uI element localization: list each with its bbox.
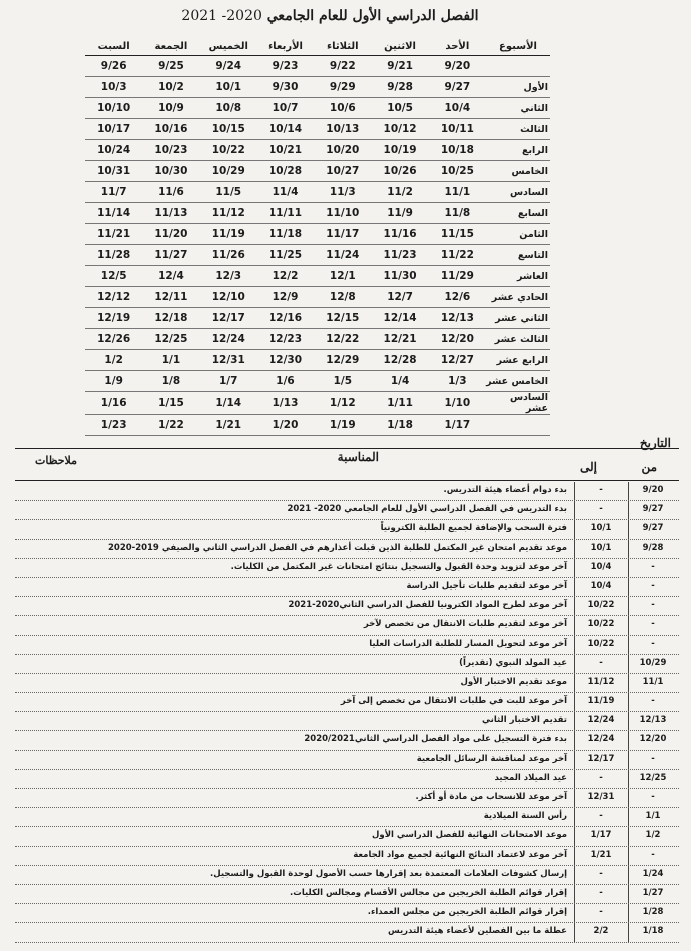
calendar-column-header: الأحد — [429, 38, 486, 56]
event-occasion: آخر موعد لتقديم طلبات الانتقال من تخصص لآخر — [363, 619, 567, 630]
week-label: الثامن — [486, 224, 550, 245]
calendar-date-cell: 1/7 — [200, 371, 257, 392]
calendar-date-cell: 11/6 — [142, 182, 199, 203]
calendar-date-cell: 11/24 — [314, 245, 371, 266]
calendar-date-cell: 12/24 — [200, 329, 257, 350]
calendar-row — [85, 56, 550, 77]
calendar-date-cell: 10/30 — [142, 161, 199, 182]
calendar-date-cell: 10/8 — [200, 98, 257, 119]
calendar-date-cell: 11/8 — [429, 203, 486, 224]
calendar-date-cell: 11/21 — [85, 224, 142, 245]
event-from-date: - — [651, 753, 655, 764]
calendar-date-cell: 11/1 — [429, 182, 486, 203]
calendar-date-cell: 10/26 — [371, 161, 428, 182]
event-from-date: 1/27 — [642, 887, 664, 898]
calendar-date-cell: 1/20 — [257, 415, 314, 436]
calendar-date-cell: 11/11 — [257, 203, 314, 224]
calendar-date-cell: 1/2 — [85, 350, 142, 371]
header-divider-bottom — [15, 480, 679, 481]
calendar-date-cell: 10/17 — [85, 119, 142, 140]
calendar-date-cell: 10/3 — [85, 77, 142, 98]
calendar-date-cell: 10/9 — [142, 98, 199, 119]
event-row — [15, 885, 679, 904]
calendar-date-cell: 11/25 — [257, 245, 314, 266]
calendar-date-cell: 12/5 — [85, 266, 142, 287]
event-to-date: 12/24 — [587, 715, 615, 726]
event-to-date: 10/4 — [590, 580, 612, 591]
event-from-date: - — [651, 638, 655, 649]
event-to-date: - — [599, 657, 603, 668]
calendar-date-cell: 10/4 — [429, 98, 486, 119]
event-row — [15, 789, 679, 808]
calendar-date-cell: 1/5 — [314, 371, 371, 392]
calendar-date-cell: 11/20 — [142, 224, 199, 245]
event-occasion: بدء فترة التسجيل على مواد الفصل الدراسي الثاني2020/2021 — [304, 734, 567, 745]
event-from-date: 9/28 — [642, 542, 664, 553]
calendar-date-cell: 10/2 — [142, 77, 199, 98]
event-from-date: 12/20 — [639, 734, 667, 745]
event-to-date: - — [599, 485, 603, 495]
calendar-date-cell: 12/25 — [142, 329, 199, 350]
event-occasion: إرسال كشوفات العلامات المعتمدة بعد إقرارها حسب الأصول لوحدة القبول والتسجيل. — [210, 868, 567, 879]
calendar-column-header: الاثنين — [371, 38, 428, 56]
calendar-date-cell: 12/14 — [371, 308, 428, 329]
calendar-date-cell: 1/10 — [429, 392, 486, 415]
calendar-date-cell: 11/29 — [429, 266, 486, 287]
event-to-date: 10/22 — [587, 638, 615, 649]
event-row — [15, 808, 679, 827]
event-occasion: آخر موعد لمناقشة الرسائل الجامعية — [416, 753, 567, 764]
calendar-header-row — [85, 38, 550, 56]
calendar-date-cell: 9/27 — [429, 77, 486, 98]
calendar-date-cell: 1/14 — [200, 392, 257, 415]
calendar-date-cell: 11/22 — [429, 245, 486, 266]
calendar-column-header: السبت — [85, 38, 142, 56]
event-from-date: - — [651, 619, 655, 630]
calendar-date-cell: 12/7 — [371, 287, 428, 308]
event-occasion: آخر موعد لتحويل المسار للطلبة الدراسات العليا — [369, 638, 567, 649]
calendar-date-cell: 12/26 — [85, 329, 142, 350]
calendar-row — [85, 329, 550, 350]
calendar-date-cell: 1/8 — [142, 371, 199, 392]
calendar-date-cell: 11/3 — [314, 182, 371, 203]
event-row — [15, 923, 679, 942]
event-from-date: - — [651, 600, 655, 611]
calendar-date-cell: 1/13 — [257, 392, 314, 415]
event-occasion: آخر موعد لاعتماد النتائج النهائية لجميع مواد الجامعة — [353, 849, 567, 860]
calendar-date-cell: 12/21 — [371, 329, 428, 350]
calendar-date-cell: 10/25 — [429, 161, 486, 182]
calendar-date-cell: 1/11 — [371, 392, 428, 415]
events-header — [15, 432, 679, 482]
to-header: إلى — [580, 460, 597, 474]
event-row — [15, 827, 679, 846]
event-from-date: 12/13 — [639, 715, 667, 726]
event-to-date: 12/31 — [587, 792, 615, 802]
calendar-date-cell: 12/16 — [257, 308, 314, 329]
calendar-date-cell: 12/28 — [371, 350, 428, 371]
week-label: السادس عشر — [486, 392, 550, 415]
event-row — [15, 616, 679, 635]
calendar-date-cell: 11/14 — [85, 203, 142, 224]
calendar-date-cell: 11/17 — [314, 224, 371, 245]
week-label: الخامس — [486, 161, 550, 182]
calendar-row — [85, 140, 550, 161]
calendar-date-cell: 1/9 — [85, 371, 142, 392]
week-label: الخامس عشر — [486, 371, 550, 392]
occasion-header: المناسبة — [337, 450, 379, 464]
event-from-date: 9/27 — [642, 504, 664, 515]
calendar-date-cell: 10/14 — [257, 119, 314, 140]
calendar-date-cell: 12/18 — [142, 308, 199, 329]
event-from-date: - — [651, 696, 655, 707]
event-from-date: 12/25 — [639, 772, 667, 783]
calendar-date-cell: 11/9 — [371, 203, 428, 224]
week-label: العاشر — [486, 266, 550, 287]
calendar-date-cell: 9/23 — [257, 56, 314, 77]
event-occasion: بدء دوام أعضاء هيئة التدريس. — [443, 485, 567, 495]
calendar-date-cell: 10/31 — [85, 161, 142, 182]
calendar-date-cell: 11/28 — [85, 245, 142, 266]
event-to-date: 12/24 — [587, 734, 615, 745]
event-occasion: رأس السنة الميلادية — [483, 811, 567, 822]
calendar-date-cell: 11/5 — [200, 182, 257, 203]
event-occasion: فترة السحب والإضافة لجميع الطلبة الكترونياً — [380, 523, 567, 534]
week-label: الثاني — [486, 98, 550, 119]
calendar-date-cell: 1/12 — [314, 392, 371, 415]
calendar-date-cell: 9/28 — [371, 77, 428, 98]
event-to-date: 11/12 — [587, 676, 615, 687]
date-header: التاريخ — [639, 436, 671, 450]
calendar-date-cell: 12/20 — [429, 329, 486, 350]
event-from-date: 9/20 — [642, 485, 664, 495]
event-row — [15, 636, 679, 655]
event-row — [15, 904, 679, 923]
title-text: الفصل الدراسي الأول للعام الجامعي — [266, 8, 479, 24]
calendar-date-cell: 10/21 — [257, 140, 314, 161]
week-label: الثالث — [486, 119, 550, 140]
calendar-date-cell: 10/5 — [371, 98, 428, 119]
calendar-date-cell: 12/3 — [200, 266, 257, 287]
calendar-date-cell: 12/6 — [429, 287, 486, 308]
calendar-row — [85, 266, 550, 287]
calendar-date-cell: 10/22 — [200, 140, 257, 161]
calendar-row — [85, 350, 550, 371]
calendar-date-cell: 11/27 — [142, 245, 199, 266]
calendar-date-cell: 12/27 — [429, 350, 486, 371]
week-label: الثالث عشر — [486, 329, 550, 350]
calendar-date-cell: 12/1 — [314, 266, 371, 287]
calendar-row — [85, 77, 550, 98]
calendar-row — [85, 245, 550, 266]
calendar-date-cell: 10/11 — [429, 119, 486, 140]
calendar-date-cell: 12/12 — [85, 287, 142, 308]
event-row — [15, 866, 679, 885]
event-from-date: - — [651, 580, 655, 591]
page-title — [140, 8, 520, 24]
event-to-date: 10/22 — [587, 619, 615, 630]
event-occasion: موعد تقديم امتحان غير المكتمل للطلبة الذين قبلت أعذارهم في الفصل الدراسي الثاني والصيفي 2019-2020 — [107, 542, 567, 553]
event-from-date: 1/28 — [642, 907, 664, 918]
calendar-row — [85, 287, 550, 308]
event-to-date: 12/17 — [587, 753, 615, 764]
event-from-date: 11/1 — [642, 676, 664, 687]
calendar-date-cell: 12/29 — [314, 350, 371, 371]
event-row — [15, 712, 679, 731]
week-label: الرابع — [486, 140, 550, 161]
calendar-date-cell: 1/16 — [85, 392, 142, 415]
event-from-date: 9/27 — [642, 523, 664, 534]
calendar-date-cell: 10/10 — [85, 98, 142, 119]
event-to-date: 1/17 — [590, 830, 612, 841]
calendar-date-cell: 1/3 — [429, 371, 486, 392]
calendar-date-cell: 10/13 — [314, 119, 371, 140]
calendar-date-cell: 10/18 — [429, 140, 486, 161]
calendar-date-cell: 9/24 — [200, 56, 257, 77]
event-occasion: آخر موعد لتقديم طلبات تأجيل الدراسة — [406, 580, 567, 591]
event-from-date: 1/2 — [645, 830, 661, 841]
event-occasion: عيد الميلاد المجيد — [494, 772, 567, 783]
calendar-date-cell: 1/1 — [142, 350, 199, 371]
events-rows — [15, 482, 679, 943]
event-to-date: 10/22 — [587, 600, 615, 611]
calendar-date-cell: 12/13 — [429, 308, 486, 329]
calendar-date-cell: 12/23 — [257, 329, 314, 350]
calendar-date-cell: 10/1 — [200, 77, 257, 98]
calendar-date-cell: 12/8 — [314, 287, 371, 308]
calendar-date-cell: 12/11 — [142, 287, 199, 308]
event-to-date: - — [599, 811, 603, 822]
calendar-date-cell: 1/17 — [429, 415, 486, 436]
calendar-date-cell: 11/18 — [257, 224, 314, 245]
calendar-row — [85, 224, 550, 245]
calendar-date-cell: 10/28 — [257, 161, 314, 182]
event-from-date: - — [651, 792, 655, 802]
event-row — [15, 770, 679, 789]
event-to-date: 11/19 — [587, 696, 615, 707]
calendar-date-cell: 9/21 — [371, 56, 428, 77]
event-from-date: - — [651, 849, 655, 860]
calendar-row — [85, 392, 550, 415]
calendar-row — [85, 308, 550, 329]
event-to-date: 10/4 — [590, 561, 612, 572]
from-header: من — [641, 460, 657, 474]
calendar-date-cell: 11/4 — [257, 182, 314, 203]
event-row — [15, 501, 679, 520]
calendar-date-cell: 12/2 — [257, 266, 314, 287]
calendar-date-cell: 11/12 — [200, 203, 257, 224]
event-to-date: - — [599, 772, 603, 783]
event-row — [15, 559, 679, 578]
event-from-date: - — [651, 561, 655, 572]
event-to-date: - — [599, 907, 603, 918]
calendar-date-cell: 12/17 — [200, 308, 257, 329]
calendar-date-cell: 9/22 — [314, 56, 371, 77]
calendar-column-header: الأسبوع — [486, 38, 550, 56]
calendar-date-cell: 9/26 — [85, 56, 142, 77]
calendar-date-cell: 1/4 — [371, 371, 428, 392]
calendar-date-cell: 12/9 — [257, 287, 314, 308]
calendar-date-cell: 10/16 — [142, 119, 199, 140]
calendar-date-cell: 12/31 — [200, 350, 257, 371]
event-occasion: إقرار قوائم الطلبة الخريجين من مجلس العمداء. — [367, 907, 567, 918]
calendar-row — [85, 98, 550, 119]
calendar-date-cell: 10/6 — [314, 98, 371, 119]
calendar-date-cell: 9/30 — [257, 77, 314, 98]
event-row — [15, 482, 679, 501]
calendar-date-cell: 11/26 — [200, 245, 257, 266]
event-occasion: آخر موعد للانسحاب من مادة أو أكثر. — [415, 792, 567, 802]
week-label: الثاني عشر — [486, 308, 550, 329]
calendar-date-cell: 11/23 — [371, 245, 428, 266]
calendar-date-cell: 11/10 — [314, 203, 371, 224]
event-from-date: 1/1 — [645, 811, 661, 822]
calendar-date-cell: 10/12 — [371, 119, 428, 140]
week-label: الرابع عشر — [486, 350, 550, 371]
calendar-date-cell: 9/25 — [142, 56, 199, 77]
calendar-date-cell: 1/22 — [142, 415, 199, 436]
event-to-date: 10/1 — [590, 542, 612, 553]
header-divider — [15, 448, 679, 449]
notes-header: ملاحظات — [35, 454, 77, 467]
event-from-date: 1/24 — [642, 868, 664, 879]
event-occasion: آخر موعد لتزويد وحدة القبول والتسجيل بنتائج امتحانات غير المكتمل من الكليات. — [230, 561, 567, 572]
calendar-date-cell: 1/15 — [142, 392, 199, 415]
event-to-date: - — [599, 504, 603, 515]
week-label: الأول — [486, 77, 550, 98]
title-years: 2020- 2021 — [181, 8, 262, 24]
calendar-date-cell: 10/19 — [371, 140, 428, 161]
calendar-date-cell: 10/15 — [200, 119, 257, 140]
calendar-date-cell: 11/2 — [371, 182, 428, 203]
calendar-date-cell: 9/20 — [429, 56, 486, 77]
calendar-date-cell: 1/21 — [200, 415, 257, 436]
event-occasion: موعد الامتحانات النهائية للفصل الدراسي الأول — [372, 830, 567, 841]
calendar-date-cell: 12/4 — [142, 266, 199, 287]
event-occasion: عطلة ما بين الفصلين لأعضاء هيئة التدريس — [387, 926, 567, 937]
week-label: السادس — [486, 182, 550, 203]
calendar-date-cell: 11/30 — [371, 266, 428, 287]
event-row — [15, 751, 679, 770]
calendar-date-cell: 10/23 — [142, 140, 199, 161]
calendar-date-cell: 11/15 — [429, 224, 486, 245]
calendar-column-header: الخميس — [200, 38, 257, 56]
event-to-date: 10/1 — [590, 523, 612, 534]
calendar-date-cell: 12/22 — [314, 329, 371, 350]
calendar-date-cell: 10/7 — [257, 98, 314, 119]
event-row — [15, 674, 679, 693]
event-row — [15, 847, 679, 866]
calendar-date-cell: 11/16 — [371, 224, 428, 245]
event-to-date: - — [599, 868, 603, 879]
event-to-date: 2/2 — [593, 926, 609, 937]
calendar-row — [85, 119, 550, 140]
event-occasion: إقرار قوائم الطلبة الخريجين من مجالس الأقسام ومجالس الكليات. — [290, 887, 567, 898]
calendar-date-cell: 11/7 — [85, 182, 142, 203]
event-row — [15, 578, 679, 597]
event-row — [15, 597, 679, 616]
calendar-date-cell: 12/10 — [200, 287, 257, 308]
event-occasion: بدء التدريس في الفصل الدراسي الأول للعام الجامعي 2020- 2021 — [287, 504, 567, 515]
calendar-date-cell: 12/19 — [85, 308, 142, 329]
calendar-date-cell: 11/13 — [142, 203, 199, 224]
calendar-date-cell: 11/19 — [200, 224, 257, 245]
week-label: السابع — [486, 203, 550, 224]
calendar-date-cell: 10/27 — [314, 161, 371, 182]
event-occasion: آخر موعد للبت في طلبات الانتقال من تخصص إلى آخر — [340, 696, 567, 707]
calendar-date-cell: 1/23 — [85, 415, 142, 436]
event-occasion: تقديم الاختبار الثاني — [482, 715, 567, 726]
calendar-row — [85, 371, 550, 392]
event-to-date: - — [599, 887, 603, 898]
week-label: التاسع — [486, 245, 550, 266]
calendar-date-cell: 12/15 — [314, 308, 371, 329]
calendar-column-header: الجمعة — [142, 38, 199, 56]
calendar-column-header: الثلاثاء — [314, 38, 371, 56]
calendar-row — [85, 182, 550, 203]
calendar-date-cell: 1/18 — [371, 415, 428, 436]
calendar-date-cell: 12/30 — [257, 350, 314, 371]
event-row — [15, 540, 679, 559]
event-occasion: عيد المولد النبوي (تقديراً) — [459, 657, 567, 668]
calendar-column-header: الأربعاء — [257, 38, 314, 56]
calendar-date-cell: 10/24 — [85, 140, 142, 161]
event-from-date: 1/18 — [642, 926, 664, 937]
event-row — [15, 693, 679, 712]
event-to-date: 1/21 — [590, 849, 612, 860]
calendar-date-cell: 1/19 — [314, 415, 371, 436]
event-from-date: 10/29 — [639, 657, 667, 668]
event-row — [15, 655, 679, 674]
calendar-date-cell: 10/29 — [200, 161, 257, 182]
calendar-date-cell: 10/20 — [314, 140, 371, 161]
calendar-row — [85, 203, 550, 224]
calendar-date-cell: 9/29 — [314, 77, 371, 98]
event-row — [15, 520, 679, 539]
week-label — [486, 56, 550, 77]
event-row — [15, 731, 679, 750]
calendar-row — [85, 161, 550, 182]
events-table — [15, 432, 679, 943]
calendar-date-cell: 1/6 — [257, 371, 314, 392]
event-occasion: موعد تقديم الاختبار الأول — [460, 676, 567, 687]
event-occasion: آخر موعد لطرح المواد الكترونيا للفصل الدراسي الثاني2020-2021 — [288, 600, 567, 611]
calendar-table — [85, 38, 550, 436]
week-label: الحادي عشر — [486, 287, 550, 308]
